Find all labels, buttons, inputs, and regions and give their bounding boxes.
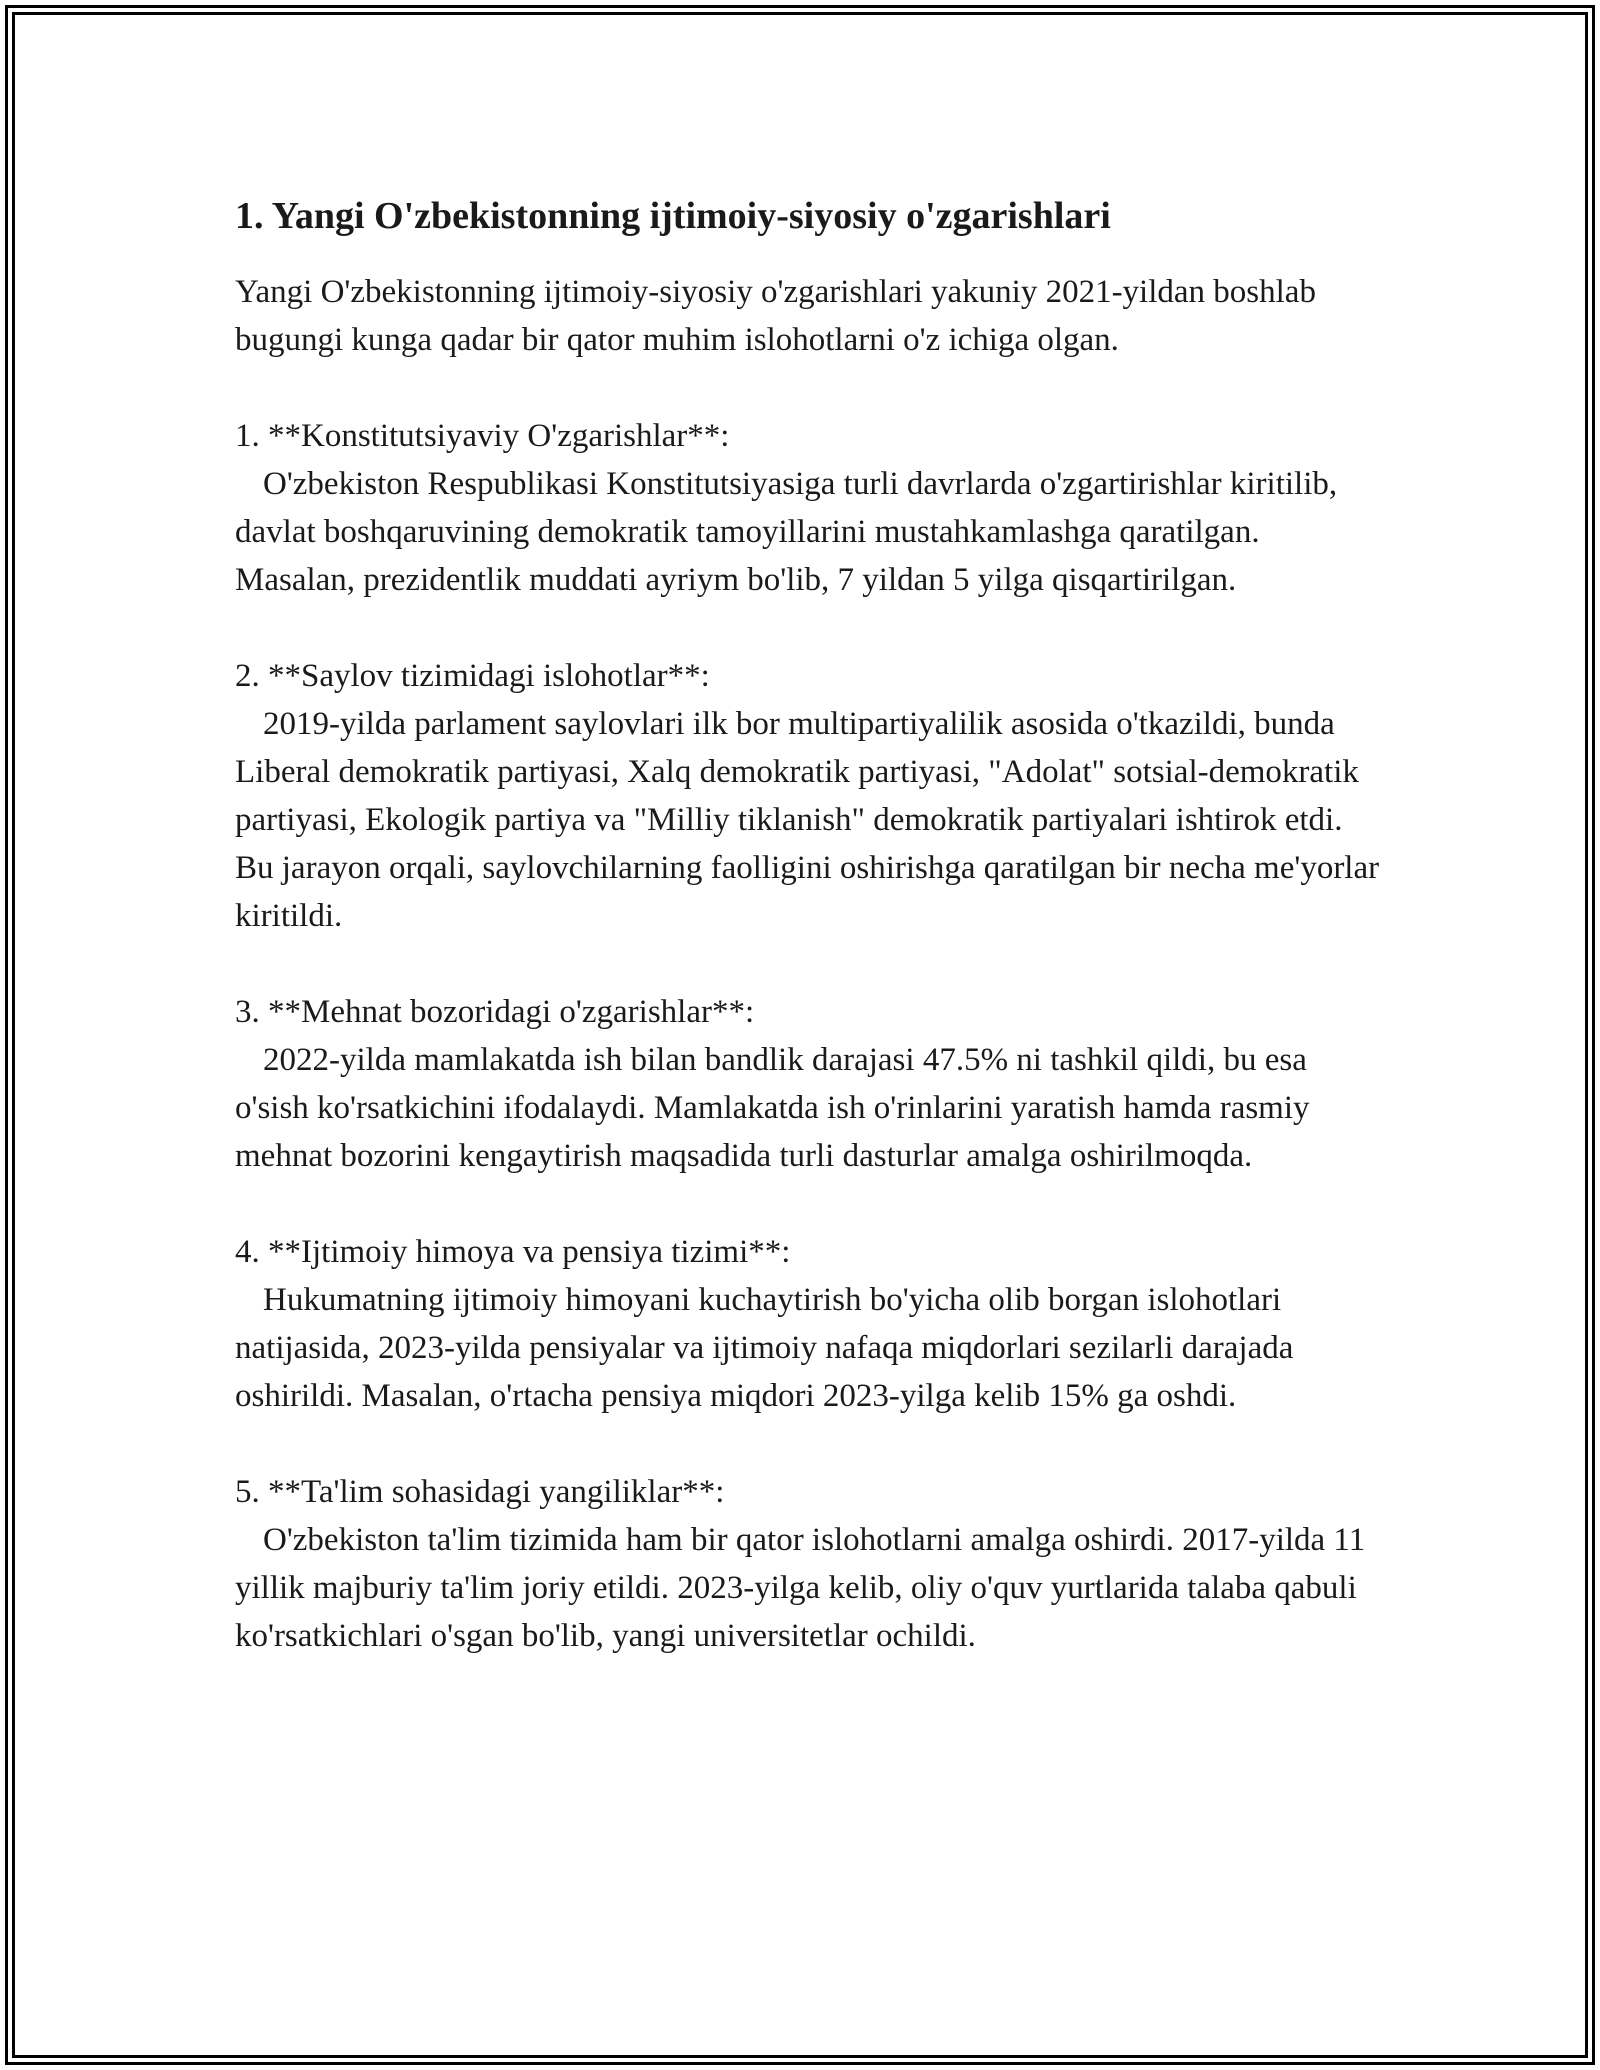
section-labor-market — [235, 988, 1385, 1180]
section-election-reforms — [235, 652, 1385, 940]
section-body: 2019-yilda parlament saylovlari ilk bor multipartiyalilik asosida o'tkazildi, bunda Liberal demokratik partiyasi, Xalq demokratik partiyasi, "Adolat" sotsial-demokratik partiyasi, Ekologik partiya va "Milliy tiklanish" demokratik partiyalari ishtirok etdi. Bu jarayon orqali, saylovchilarning faolligini oshirishga qaratilgan bir necha me'yorlar kiritildi. — [235, 706, 1380, 934]
intro-paragraph: Yangi O'zbekistonning ijtimoiy-siyosiy o'zgarishlari yakuniy 2021-yildan boshlab bugungi kunga qadar bir qator muhim islohotlarni o'z ichiga olgan. — [235, 274, 1316, 358]
document-title: 1. Yangi O'zbekistonning ijtimoiy-siyosiy o'zgarishlari — [235, 195, 1111, 237]
section-heading: 3. **Mehnat bozoridagi o'zgarishlar**: — [235, 994, 755, 1030]
section-heading: 1. **Konstitutsiyaviy O'zgarishlar**: — [235, 418, 730, 454]
section-education — [235, 1468, 1385, 1660]
section-body: O'zbekiston Respublikasi Konstitutsiyasiga turli davrlarda o'zgartirishlar kiritilib, davlat boshqaruvining demokratik tamoyillarini mustahkamlashga qaratilgan. Masalan, prezidentlik muddati ayriym bo'lib, 7 yildan 5 yilga qisqartirilgan. — [235, 466, 1338, 598]
section-social-protection — [235, 1228, 1385, 1420]
section-heading: 5. **Ta'lim sohasidagi yangiliklar**: — [235, 1474, 725, 1510]
section-body: Hukumatning ijtimoiy himoyani kuchaytirish bo'yicha olib borgan islohotlari natijasida, 2023-yilda pensiyalar va ijtimoiy nafaqa miqdorlari sezilarli darajada oshirildi. Masalan, o'rtacha pensiya miqdori 2023-yilga kelib 15% ga oshdi. — [235, 1282, 1294, 1414]
document-content — [235, 188, 1385, 1660]
section-heading: 4. **Ijtimoiy himoya va pensiya tizimi**: — [235, 1234, 791, 1270]
section-constitutional-changes — [235, 412, 1385, 604]
section-body: 2022-yilda mamlakatda ish bilan bandlik darajasi 47.5% ni tashkil qildi, bu esa o'sish ko'rsatkichini ifodalaydi. Mamlakatda ish o'rinlarini yaratish hamda rasmiy mehnat bozorini kengaytirish maqsadida turli dasturlar amalga oshirilmoqda. — [235, 1042, 1310, 1174]
section-heading: 2. **Saylov tizimidagi islohotlar**: — [235, 658, 710, 694]
section-body: O'zbekiston ta'lim tizimida ham bir qator islohotlarni amalga oshirdi. 2017-yilda 11 yillik majburiy ta'lim joriy etildi. 2023-yilga kelib, oliy o'quv yurtlarida talaba qabuli ko'rsatkichlari o'sgan bo'lib, yangi universitetlar ochildi. — [235, 1522, 1366, 1654]
